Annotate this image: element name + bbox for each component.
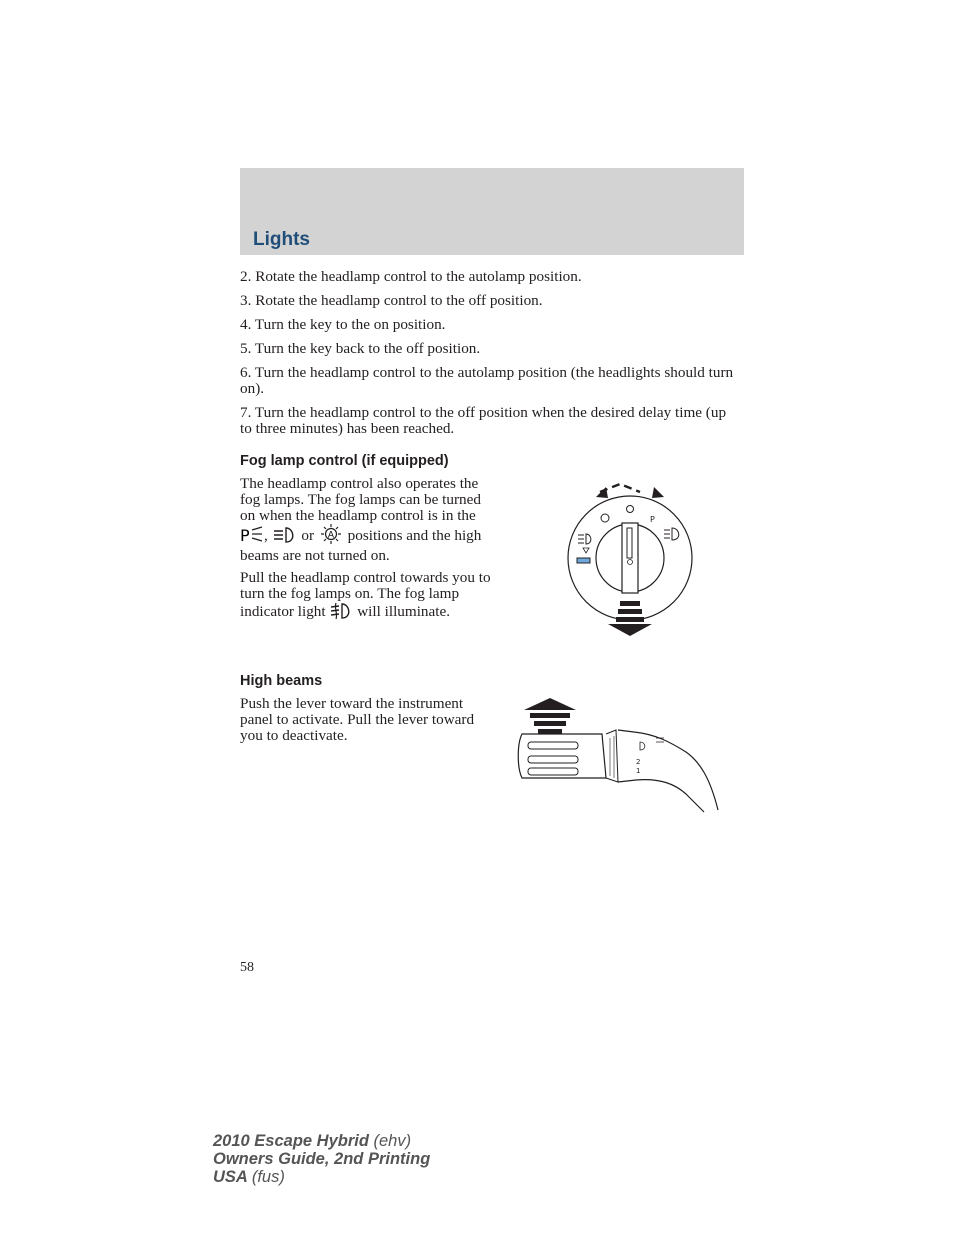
fog-para-2-a: Pull the headlamp control towards you to turn the fog lamps on. The fog lamp indicator light: [240, 569, 491, 620]
fog-lamp-heading: Fog lamp control (if equipped): [240, 453, 449, 469]
parking-letter: P: [240, 526, 250, 544]
wiper-1-label: 1: [636, 767, 641, 775]
fog-para-1: [240, 476, 496, 564]
footer-line-2: Owners Guide, 2nd Printing: [213, 1150, 431, 1168]
auto-letter: A: [327, 530, 334, 541]
footer-market: USA: [213, 1168, 248, 1186]
step-7: 7. Turn the headlamp control to the off position when the desired delay time (up to three minutes) has been reached.: [240, 404, 727, 437]
step-5: 5. Turn the key back to the off position.: [240, 340, 481, 357]
headlamp-control-figure: [560, 478, 700, 640]
fog-lamp-text: [240, 476, 496, 624]
fog-para-1-b: positions and the high beams are not turned on.: [240, 527, 482, 564]
header-band: [240, 168, 744, 255]
high-beams-heading: High beams: [240, 673, 323, 689]
footer-line-3: [213, 1168, 430, 1186]
high-beams-text: Push the lever toward the instrument panel to activate. Pull the lever toward you to deactivate.: [240, 695, 475, 744]
fog-para-2-b: will illuminate.: [357, 603, 451, 620]
footer-model: 2010 Escape Hybrid: [213, 1132, 369, 1150]
step-6: 6. Turn the headlamp control to the autolamp position (the headlights should turn on).: [240, 364, 734, 397]
step-3: 3. Rotate the headlamp control to the off position.: [240, 292, 543, 309]
footer-market-code: (fus): [251, 1168, 285, 1186]
fog-para-1-sep2: or: [301, 527, 315, 544]
step-4: 4. Turn the key to the on position.: [240, 316, 446, 333]
fog-lamp-indicator-icon: [329, 602, 353, 624]
step-2: 2. Rotate the headlamp control to the autolamp position.: [240, 268, 582, 285]
figure-parking-letter: P: [650, 515, 655, 524]
section-title: Lights: [253, 229, 310, 250]
high-beam-lever-figure: [510, 698, 726, 814]
headlamp-icon: [272, 526, 298, 548]
fog-para-2: [240, 570, 496, 624]
wiper-2-label: 2: [636, 758, 641, 766]
footer-model-code: (ehv): [373, 1132, 412, 1150]
fog-para-1-a: The headlamp control also operates the fog lamps. The fog lamps can be turned on when the headlamp control is in the: [240, 475, 481, 524]
footer-line-1: [213, 1132, 430, 1150]
footer: [213, 1132, 430, 1186]
page-number: 58: [240, 960, 254, 975]
fog-para-1-sep1: ,: [264, 527, 268, 544]
parking-lamp-icon: [240, 526, 264, 548]
autolamp-icon: [318, 524, 344, 548]
